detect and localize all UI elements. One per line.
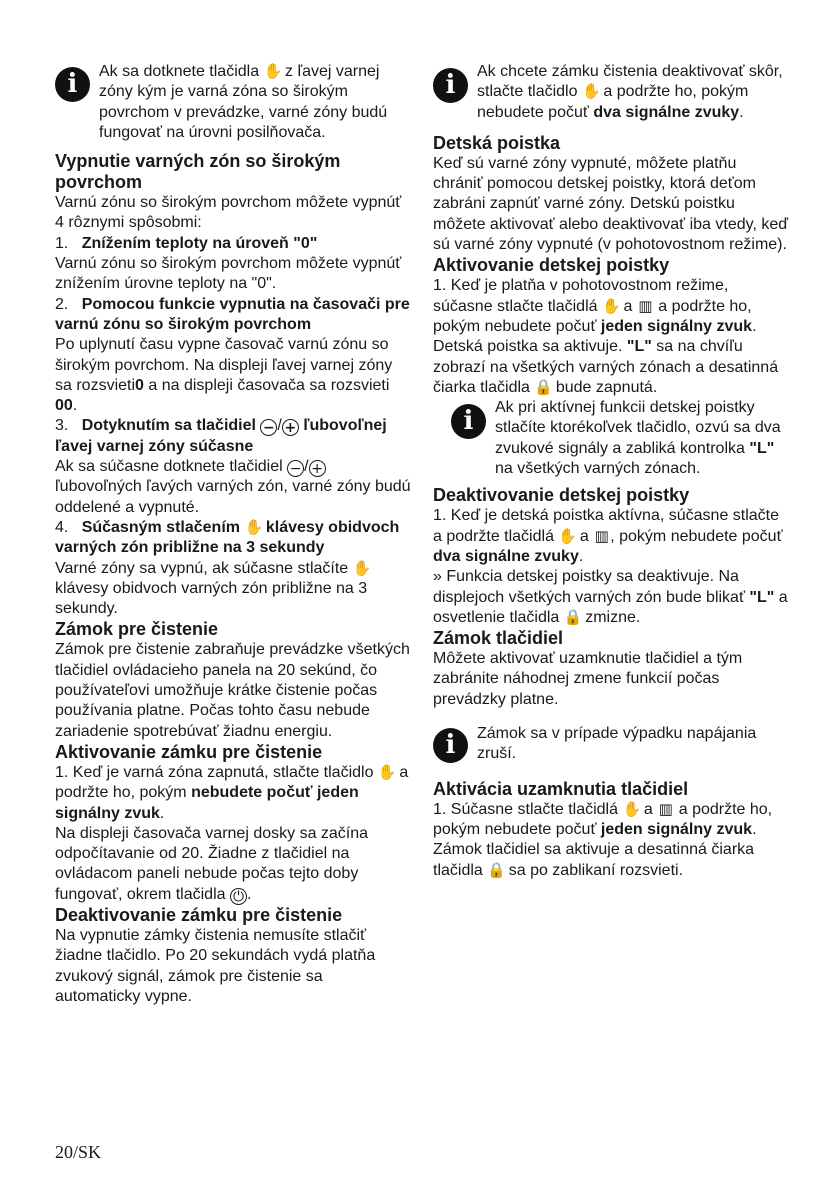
paragraph: 1. Keď je varná zóna zapnutá, stlačte tlačidlo ✋ a podržte ho, pokým nebudete počuť jeden signálny zvuk. bbox=[55, 762, 409, 822]
info-icon: i bbox=[55, 67, 90, 102]
info-note: i Ak chcete zámku čistenia deaktivovať skôr, stlačte tlačidlo ✋ a podržte ho, pokým nebudete počuť dva signálne zvuky. bbox=[433, 62, 789, 123]
hand-icon: ✋ bbox=[581, 82, 601, 101]
bars-icon: ▥ bbox=[638, 296, 653, 315]
hand-wave-icon: ✋ bbox=[352, 558, 372, 577]
list-item: 4. Súčasným stlačením ✋ klávesy obidvoch varných zón približne na 3 sekundy bbox=[55, 517, 400, 557]
minus-icon: − bbox=[260, 419, 277, 436]
lock-icon: 🔒 bbox=[563, 607, 583, 626]
paragraph: Varné zóny sa vypnú, ak súčasne stlačíte ✋ klávesy obidvoch varných zón približne na 3 sekundy. bbox=[55, 558, 372, 618]
info-note bbox=[55, 62, 411, 143]
left-column bbox=[55, 62, 411, 1007]
paragraph: Môžete aktivovať uzamknutie tlačidiel a tým zabránite náhodnej zmene funkcií počas prevádzky platne. bbox=[433, 650, 743, 708]
note-text: z ľavej varnej zóny kým je varná zóna so širokým povrchom v prevádzke, varné zóny budú fungovať na úrovni posilňovača. bbox=[99, 63, 388, 141]
list-item-title: Znížením teploty na úroveň "0" bbox=[81, 234, 318, 252]
paragraph: Na displeji časovača varnej dosky sa začína odpočítavanie od 20. Žiadne z tlačidiel na ovládacom paneli nebude počas tejto doby fungovať, okrem tlačidla ⏻ . bbox=[55, 824, 369, 905]
paragraph: Zámok tlačidiel sa aktivuje a desatinná čiarka tlačidla 🔒 sa po zablikaní rozsvieti. bbox=[433, 841, 755, 879]
hand-wave-icon: ✋ bbox=[263, 62, 283, 80]
section-heading: Aktivovanie detskej poistky bbox=[433, 255, 670, 276]
section-heading: Deaktivovanie detskej poistky bbox=[433, 485, 690, 506]
list-item-title: Pomocou funkcie vypnutia na časovači pre varnú zónu so širokým povrchom bbox=[55, 295, 410, 333]
paragraph: 1. Keď je platňa v pohotovostnom režime, súčasne stlačte tlačidlá ✋ a ▥ a podržte ho, pokým nebudete počuť jeden signálny zvuk. Detská poistka sa aktivuje. "L" sa na chvíľu zobrazí na všetkých varných zónach a desatinná čiarka tlačidla 🔒 bude zapnutá. bbox=[433, 277, 779, 396]
section-heading: Deaktivovanie zámku pre čistenie bbox=[55, 904, 343, 925]
section-heading: Zámok tlačidiel bbox=[433, 628, 564, 649]
info-icon: i bbox=[433, 68, 468, 103]
paragraph: 1. Súčasne stlačte tlačidlá ✋ a ▥ a podržte ho, pokým nebudete počuť jeden signálny zvuk. bbox=[433, 799, 773, 838]
list-item: 2. Pomocou funkcie vypnutia na časovači pre varnú zónu so širokým povrchom bbox=[55, 295, 410, 333]
paragraph: Zámok pre čistenie zabraňuje prevádzke všetkých tlačidiel ovládacieho panela na 20 sekúnd, čo používateľovi umožňuje krátke čistenie počas používania platne. Počas tohto času nebude zariadenie spotrebúvať žiadnu energiu. bbox=[55, 641, 410, 740]
hand-icon: ✋ bbox=[558, 526, 578, 545]
section-heading: Detská poistka bbox=[433, 132, 561, 153]
hand-icon: ✋ bbox=[377, 762, 397, 781]
power-icon: ⏻ bbox=[230, 888, 247, 905]
list-item: 1. Znížením teploty na úroveň "0" bbox=[55, 234, 318, 252]
section-heading: Vypnutie varných zón so širokým povrchom bbox=[55, 151, 341, 193]
info-note bbox=[433, 724, 789, 765]
hand-wave-icon: ✋ bbox=[244, 517, 264, 536]
right-column bbox=[433, 62, 789, 881]
bars-icon: ▥ bbox=[658, 799, 673, 818]
bars-icon: ▥ bbox=[594, 526, 609, 545]
paragraph: Po uplynutí času vypne časovač varnú zónu so širokým povrchom. Na displeji ľavej varnej zóny sa rozsvieti0 a na displeji časovača sa rozsvieti 00. bbox=[55, 336, 393, 415]
list-item: 3. Dotyknutím sa tlačidiel − / + ľubovoľnej ľavej varnej zóny súčasne bbox=[55, 417, 387, 455]
note-text: Ak sa dotknete tlačidla bbox=[99, 63, 260, 80]
lock-icon: 🔒 bbox=[534, 377, 554, 396]
paragraph: Ak sa súčasne dotknete tlačidiel − / + ľubovoľných ľavých varných zón, varné zóny budú oddelené a vypnuté. bbox=[55, 458, 411, 516]
info-icon: i bbox=[451, 404, 486, 439]
paragraph: 1. Keď je detská poistka aktívna, súčasne stlačte a podržte tlačidlá ✋ a ▥, pokým nebudete počuť dva signálne zvuky. bbox=[433, 507, 783, 565]
hand-icon: ✋ bbox=[622, 799, 642, 818]
note-text: Zámok sa v prípade výpadku napájania zruší. bbox=[477, 725, 757, 763]
info-note: i Ak pri aktívnej funkcii detskej poistky stlačíte ktorékoľvek tlačidlo, ozvú sa dva zvukové signály a zabliká kontrolka "L" na všetkých varných zónach. bbox=[451, 398, 789, 479]
paragraph: Varnú zónu so širokým povrchom môžete vypnúť znížením úrovne teploty na "0". bbox=[55, 255, 402, 293]
section-heading: Zámok pre čistenie bbox=[55, 619, 219, 640]
paragraph: Varnú zónu so širokým povrchom môžete vypnúť 4 rôznymi spôsobmi: bbox=[55, 194, 402, 232]
plus-icon: + bbox=[282, 419, 299, 436]
info-icon: i bbox=[433, 728, 468, 763]
minus-icon: − bbox=[287, 460, 304, 477]
plus-icon: + bbox=[309, 460, 326, 477]
section-heading: Aktivácia uzamknutia tlačidiel bbox=[433, 778, 689, 799]
paragraph: Na vypnutie zámky čistenia nemusíte stlačiť žiadne tlačidlo. Po 20 sekundách vydá platňa zvukový signál, zámok pre čistenie sa automaticky vypne. bbox=[55, 926, 376, 1005]
paragraph: » Funkcia detskej poistky sa deaktivuje. Na displejoch všetkých varných zón bude blikať "L" a osvetlenie tlačidla 🔒 zmizne. bbox=[433, 568, 788, 626]
hand-icon: ✋ bbox=[601, 296, 621, 315]
paragraph: Keď sú varné zóny vypnuté, môžete platňu chrániť pomocou detskej poistky, ktorá deťom zabráni zapnúť varné zóny. Detskú poistku môžete aktivovať alebo deaktivovať iba vtedy, keď sú varné zóny vypnuté (v pohotovostnom režime). bbox=[433, 154, 789, 254]
section-heading: Aktivovanie zámku pre čistenie bbox=[55, 741, 323, 762]
page-number: 20/SK bbox=[55, 1142, 102, 1162]
lock-icon: 🔒 bbox=[487, 860, 506, 879]
